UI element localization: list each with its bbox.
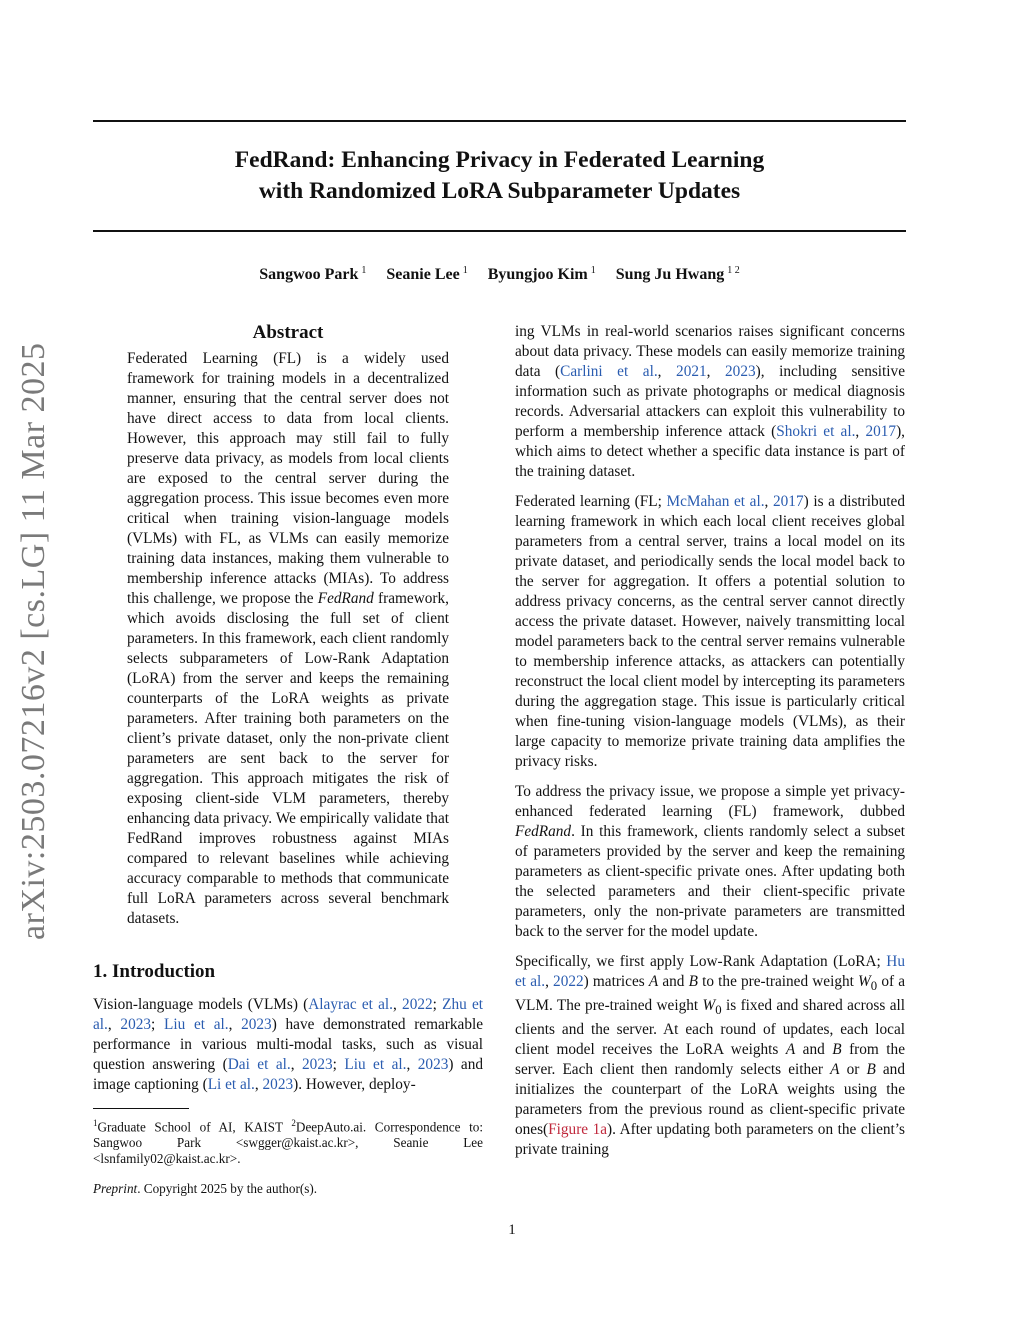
- citation-link[interactable]: Liu et al.: [163, 1016, 229, 1033]
- citation-link[interactable]: Hu et al.: [515, 953, 905, 990]
- introduction-heading: 1. Introduction: [93, 961, 216, 982]
- citation-link[interactable]: 2023: [725, 363, 756, 380]
- right-column: [515, 322, 905, 1170]
- intro-paragraph-1: Vision-language models (VLMs) (Alayrac et al., 2022; Zhu et al., 2023; Liu et al., 2023) have demonstrated remarkable performance in various multi-modal tasks, such as visual question answering (Dai et al., 2023; Liu et al., 2023) and image captioning (Li et al., 2023). However, deploy-: [93, 996, 484, 1093]
- title-rule-top: [93, 120, 906, 122]
- citation-link[interactable]: Carlini et al.: [560, 363, 658, 380]
- intro-paragraph-1-continued: ing VLMs in real-world scenarios raises significant concerns about data privacy. These models can easily memorize training data (Carlini et al., 2021, 2023), including sensitive information such as private photographs or medical diagnosis records. Adversarial attackers can exploit this vulnerability to perform a membership inference attack (Shokri et al., 2017), which aims to detect whether a specific data instance is part of the training dataset.: [515, 323, 905, 480]
- citation-link[interactable]: Zhu et al.: [93, 996, 484, 1033]
- citation-link[interactable]: 2023: [417, 1056, 449, 1073]
- citation-link[interactable]: 2021: [676, 363, 707, 380]
- citation-link[interactable]: Dai et al.: [227, 1056, 291, 1073]
- citation-link[interactable]: 2022: [553, 973, 584, 990]
- paper-title: [93, 145, 906, 207]
- page-number: 1: [508, 1222, 516, 1238]
- title-line-1: FedRand: Enhancing Privacy in Federated Learning: [234, 147, 765, 173]
- author-1: Sangwoo Park $^1$: [259, 265, 367, 284]
- copyright-note: Preprint. Copyright 2025 by the author(s).: [93, 1181, 318, 1197]
- affiliation-footnote: $^1$Graduate School of AI, KAIST $^2$DeepAuto.ai. Correspondence to: Sangwoo Park <swgger@kaist.ac.kr>, Seanie Lee <lsnfamily02@kaist.ac.kr>.: [93, 1118, 483, 1167]
- arxiv-identifier-stamp: arXiv:2503.07216v2 [cs.LG] 11 Mar 2025: [15, 342, 52, 940]
- author-4: Sung Ju Hwang $^{1 2}$: [615, 265, 740, 284]
- citation-link[interactable]: Alayrac et al.: [308, 996, 393, 1013]
- intro-paragraph-4: Specifically, we first apply Low-Rank Adaptation (LoRA; Hu et al., 2022) matrices A and B to the pre-trained weight $W_0$ of a VLM. The pre-trained weight $W_0$ is fixed and shared across all clients and the server. At each round of updates, each local client model receives the LoRA weights A and B from the server. Each client then randomly selects either A or B and initializes the counterpart of the LoRA weights using the parameters from the previous round as client-specific private ones(Figure 1a). After updating both parameters on the client’s private training: [515, 953, 906, 1159]
- intro-p1-continues: ). However, deploy-: [293, 1076, 416, 1093]
- author-3: Byungjoo Kim $^1$: [487, 265, 596, 284]
- citation-link[interactable]: Li et al.: [207, 1076, 255, 1093]
- citation-link[interactable]: Liu et al.: [344, 1056, 407, 1073]
- citation-link[interactable]: 2017: [773, 493, 804, 510]
- abstract-heading: Abstract: [252, 322, 324, 343]
- author-2: Seanie Lee $^1$: [386, 265, 468, 284]
- figure-reference-link[interactable]: Figure 1a: [548, 1121, 608, 1139]
- title-rule-bottom: [93, 230, 906, 232]
- citation-link[interactable]: 2017: [865, 423, 897, 440]
- citation-link[interactable]: McMahan et al.: [666, 493, 765, 510]
- author-list: [93, 265, 906, 284]
- citation-link[interactable]: 2023: [120, 1016, 152, 1033]
- footnote-rule: [93, 1108, 189, 1109]
- title-line-2: with Randomized LoRA Subparameter Updates: [258, 178, 741, 204]
- citation-link[interactable]: 2022: [402, 996, 433, 1013]
- abstract-body: Federated Learning (FL) is a widely used framework for training models in a decentralized manner, ensuring that the central server does not have direct access to data from local clients. However, this approach may still fail to fully preserve data privacy, as models from local clients are exposed to the central server during the aggregation process. This issue becomes even more critical when training vision-language models (VLMs) with FL, as VLMs can easily memorize training data instances, making them vulnerable to membership inference attacks (MIAs). To address this challenge, we propose the FedRand framework, which avoids disclosing the full set of client parameters. In this framework, each client randomly selects subparameters of Low-Rank Adaptation (LoRA) from the server and keeps the remaining counterparts of the LoRA weights as private parameters. After training both parameters on the client’s private dataset, only the non-private client parameters are sent back to the server for aggregation. This approach mitigates the risk of exposing client-side VLM parameters, thereby enhancing data privacy. We empirically validate that FedRand improves robustness against MIAs compared to relevant baselines while achieving accuracy comparable to methods that communicate full LoRA parameters across several benchmark datasets.: [127, 350, 449, 927]
- citation-link[interactable]: Shokri et al.: [776, 423, 856, 440]
- citation-link[interactable]: 2023: [241, 1016, 272, 1033]
- citation-link[interactable]: 2023: [302, 1056, 333, 1073]
- left-column: [93, 322, 483, 1105]
- intro-paragraph-2: Federated learning (FL; McMahan et al., 2017) is a distributed learning framework in which each local client receives global parameters from a central server, trains a local model on its private dataset, and periodically sends the local model back to the server for aggregation. It offers a potential solution to address privacy concerns, as the central server cannot directly access the private dataset. However, naively transmitting local model parameters back to the central server remains vulnerable to membership inference attacks, as attackers can potentially reconstruct the local client model by intercepting its parameters during the aggregation stage. This issue is particularly critical when fine-tuning vision-language models (VLMs), as their large capacity to memorize private training data amplifies the privacy risks.: [515, 493, 905, 770]
- footnotes: [93, 1108, 483, 1211]
- intro-paragraph-3: To address the privacy issue, we propose a simple yet privacy-enhanced federated learning (FL) framework, dubbed FedRand. In this framework, clients randomly select a subset of parameters provided by the server and keep the remaining parameters as client-specific private ones. After updating both the selected parameters and their client-specific private parameters, only the non-private parameters are transmitted back to the server for the model update.: [515, 783, 905, 940]
- citation-link[interactable]: 2023: [262, 1076, 294, 1093]
